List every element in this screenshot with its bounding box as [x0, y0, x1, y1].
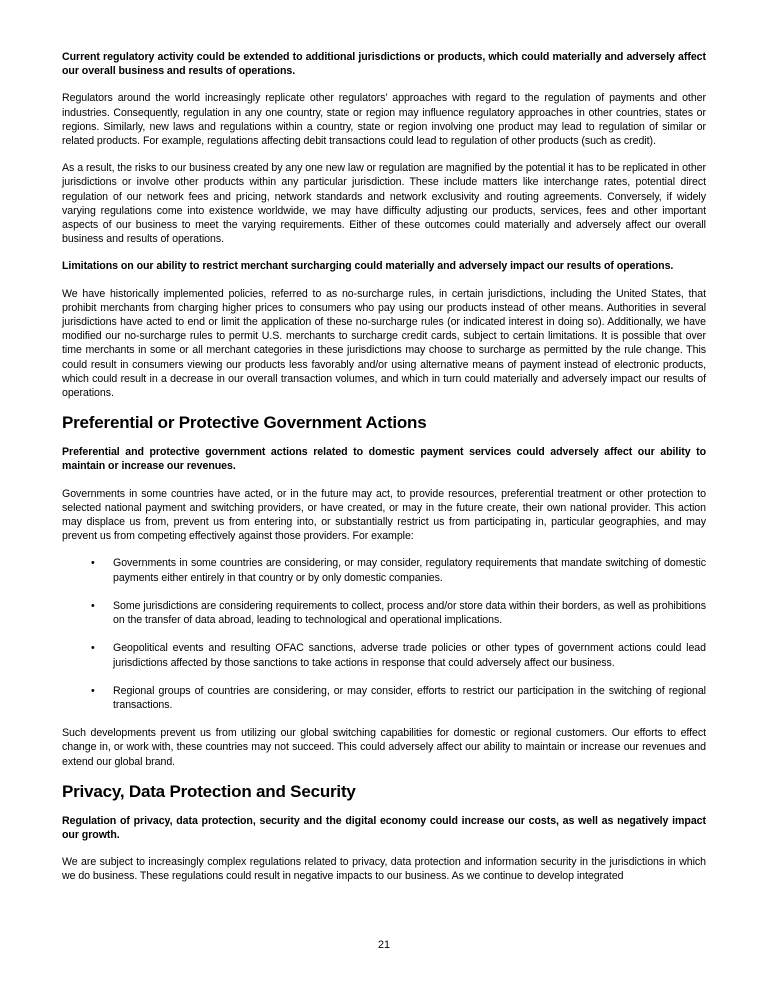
paragraph-no-surcharge: We have historically implemented policies, referred to as no-surcharge rules, in certain jurisdictions, including the United States, that prohibit merchants from charging higher prices to consumers who pay using our products instead of other means. Authorities in several jurisdictions have acted to end or limit the application of these no-surcharge rules (or indicated interest in doing so). Additionally, we have modified our no-surcharge rules to permit U.S. merchants to surcharge credit cards, subject to certain limitations. It is possible that over time merchants in some or all merchant categories in these jurisdictions may choose to surcharge as permitted by the rule change. This could result in consumers viewing our products less favorably and/or using alternative means of payment instead of electronic products, which could result in a decrease in our overall transaction volumes, and which in turn could materially and adversely impact our results of operations. [62, 287, 706, 400]
section-heading-privacy: Privacy, Data Protection and Security [62, 781, 356, 801]
paragraph-as-a-result: As a result, the risks to our business created by any one new law or regulation are magnified by the potential it has to be replicated in other jurisdictions or involve other products within any particular jurisdiction. These include matters like interchange rates, potential direct regulation of our network fees and pricing, network standards and network exclusivity and routing agreements. Conversely, if widely varying regulations come into existence worldwide, we may have difficulty adjusting our products, services, fees and other important aspects of our business to meet the varying requirements. Either of these outcomes could materially and adversely affect our overall business and results of operations. [62, 162, 706, 246]
section-heading-preferential: Preferential or Protective Government Actions [62, 413, 427, 433]
bullet-text-data-localization: Some jurisdictions are considering requirements to collect, process and/or store data within their borders, as well as prohibitions on the transfer of data abroad, leading to technological and operational implications. [113, 599, 706, 627]
paragraph-we-are-subject: We are subject to increasingly complex regulations related to privacy, data protection and information security in the jurisdictions in which we do business. These regulations could result in negative impacts to our business. As we continue to develop integrated [62, 856, 706, 883]
paragraph-regulators: Regulators around the world increasingly replicate other regulators’ approaches with regard to the regulation of payments and other industries. Consequently, regulation in any one country, state or region may influence regulatory approaches in other countries, states or regions. Similarly, new laws and regulations within a country, state or region involving one product may lead to regulation of similar or related products. For example, regulations affecting debit transactions could lead to regulation of other products (such as credit). [62, 92, 706, 148]
bullet-text-regional-restrictions: Regional groups of countries are considering, or may consider, efforts to restrict our participation in the switching of regional transactions. [113, 684, 706, 711]
page-number: 21 [377, 939, 390, 951]
bullet-icon: • [91, 684, 95, 697]
list-item [62, 684, 706, 712]
risk-subheading-current-regulatory: Current regulatory activity could be extended to additional jurisdictions or products, which could materially and adversely affect our overall business and results of operations. [62, 51, 706, 78]
risk-subheading-limitations: Limitations on our ability to restrict merchant surcharging could materially and adversely impact our results of operations. [62, 260, 674, 273]
bullet-text-switching-mandate: Governments in some countries are considering, or may consider, regulatory requirements that mandate switching of domestic payments either entirely in that country or by only domestic companies. [113, 557, 706, 584]
bullet-list [62, 556, 706, 712]
risk-subheading-regulation-privacy: Regulation of privacy, data protection, security and the digital economy could increase our costs, as well as negatively impact our growth. [62, 814, 706, 841]
list-item [62, 599, 706, 627]
list-item [62, 556, 706, 584]
page-content [62, 50, 706, 897]
bullet-text-ofac-sanctions: Geopolitical events and resulting OFAC sanctions, adverse trade policies or other types of government actions could lead jurisdictions affected by those sanctions to take actions in response that could adversely affect our business. [113, 642, 706, 669]
bullet-icon: • [91, 599, 95, 612]
paragraph-governments: Governments in some countries have acted, or in the future may act, to provide resources, preferential treatment or other protection to selected national payment and switching providers, or have created, or may in the future create, their own national provider. This action may displace us from, prevent us from entering into, or substantially restrict us from participating in, particular geographies, and may prevent us from competing effectively against those providers. For example: [62, 487, 706, 543]
risk-subheading-preferential: Preferential and protective government actions related to domestic payment services could adversely affect our ability to maintain or increase our revenues. [62, 446, 706, 473]
list-item [62, 641, 706, 669]
paragraph-such-developments: Such developments prevent us from utilizing our global switching capabilities for domestic or regional customers. Our efforts to effect change in, or work with, these countries may not succeed. This could adversely affect our ability to maintain or increase our revenues and extend our global brand. [62, 727, 706, 768]
bullet-icon: • [91, 557, 95, 570]
bullet-icon: • [91, 642, 95, 655]
